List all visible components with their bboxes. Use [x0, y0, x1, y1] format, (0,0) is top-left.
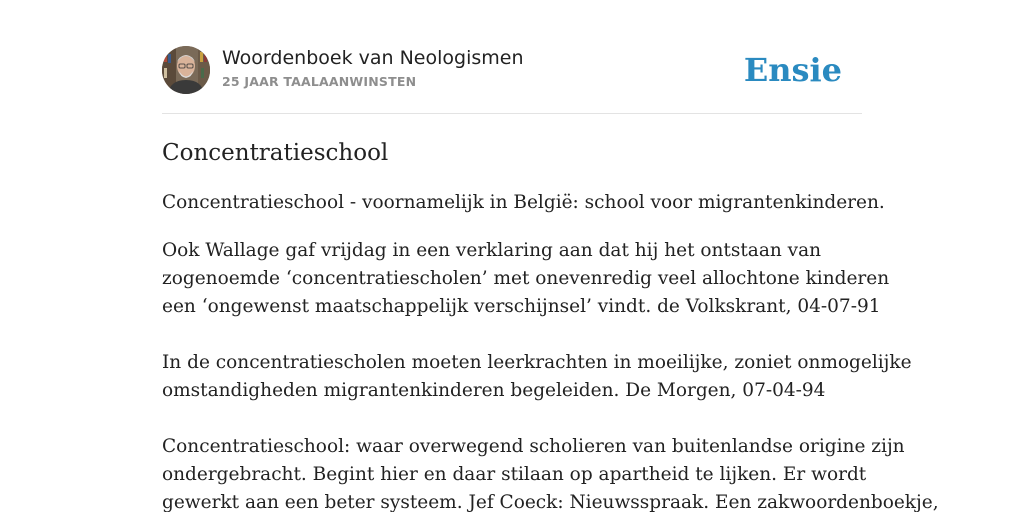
quote-3-line-2: ondergebracht. Begint hier en daar stilaan op apartheid te lijken. Er wordt: [162, 464, 867, 485]
quote-3-line-3: gewerkt aan een beter systeem. Jef Coeck: Nieuwsspraak. Een zakwoordenboekje,: [162, 492, 939, 512]
site-title[interactable]: Woordenboek van Neologismen: [222, 47, 524, 69]
ensie-logo[interactable]: Ensie: [743, 51, 842, 89]
entry-quotes: [162, 237, 939, 512]
author-portrait-icon[interactable]: [162, 46, 210, 94]
quote-separator: [162, 321, 872, 349]
site-subtitle: 25 JAAR TAALAANWINSTEN: [222, 74, 417, 89]
quote-1-line-1: Ook Wallage gaf vrijdag in een verklaring aan dat hij het ontstaan van: [162, 240, 822, 261]
quote-1-line-2: zogenoemde ‘concentratiescholen’ met onevenredig veel allochtone kinderen: [162, 268, 890, 289]
quote-3-line-1: Concentratieschool: waar overwegend scholieren van buitenlandse origine zijn: [162, 436, 905, 457]
site-header: [162, 46, 862, 96]
header-divider: [162, 113, 862, 114]
author-portrait-graphic: [162, 46, 210, 94]
quote-2-line-2: omstandigheden migrantenkinderen begeleiden. De Morgen, 07-04-94: [162, 380, 826, 401]
entry-definition: Concentratieschool - voornamelijk in België: school voor migrantenkinderen.: [162, 192, 885, 213]
quote-separator: [162, 405, 872, 433]
quote-2-line-1: In de concentratiescholen moeten leerkrachten in moeilijke, zoniet onmogelijke: [162, 352, 912, 373]
quote-1-line-3: een ‘ongewenst maatschappelijk verschijnsel’ vindt. de Volkskrant, 04-07-91: [162, 296, 881, 317]
entry-title: Concentratieschool: [162, 140, 389, 166]
